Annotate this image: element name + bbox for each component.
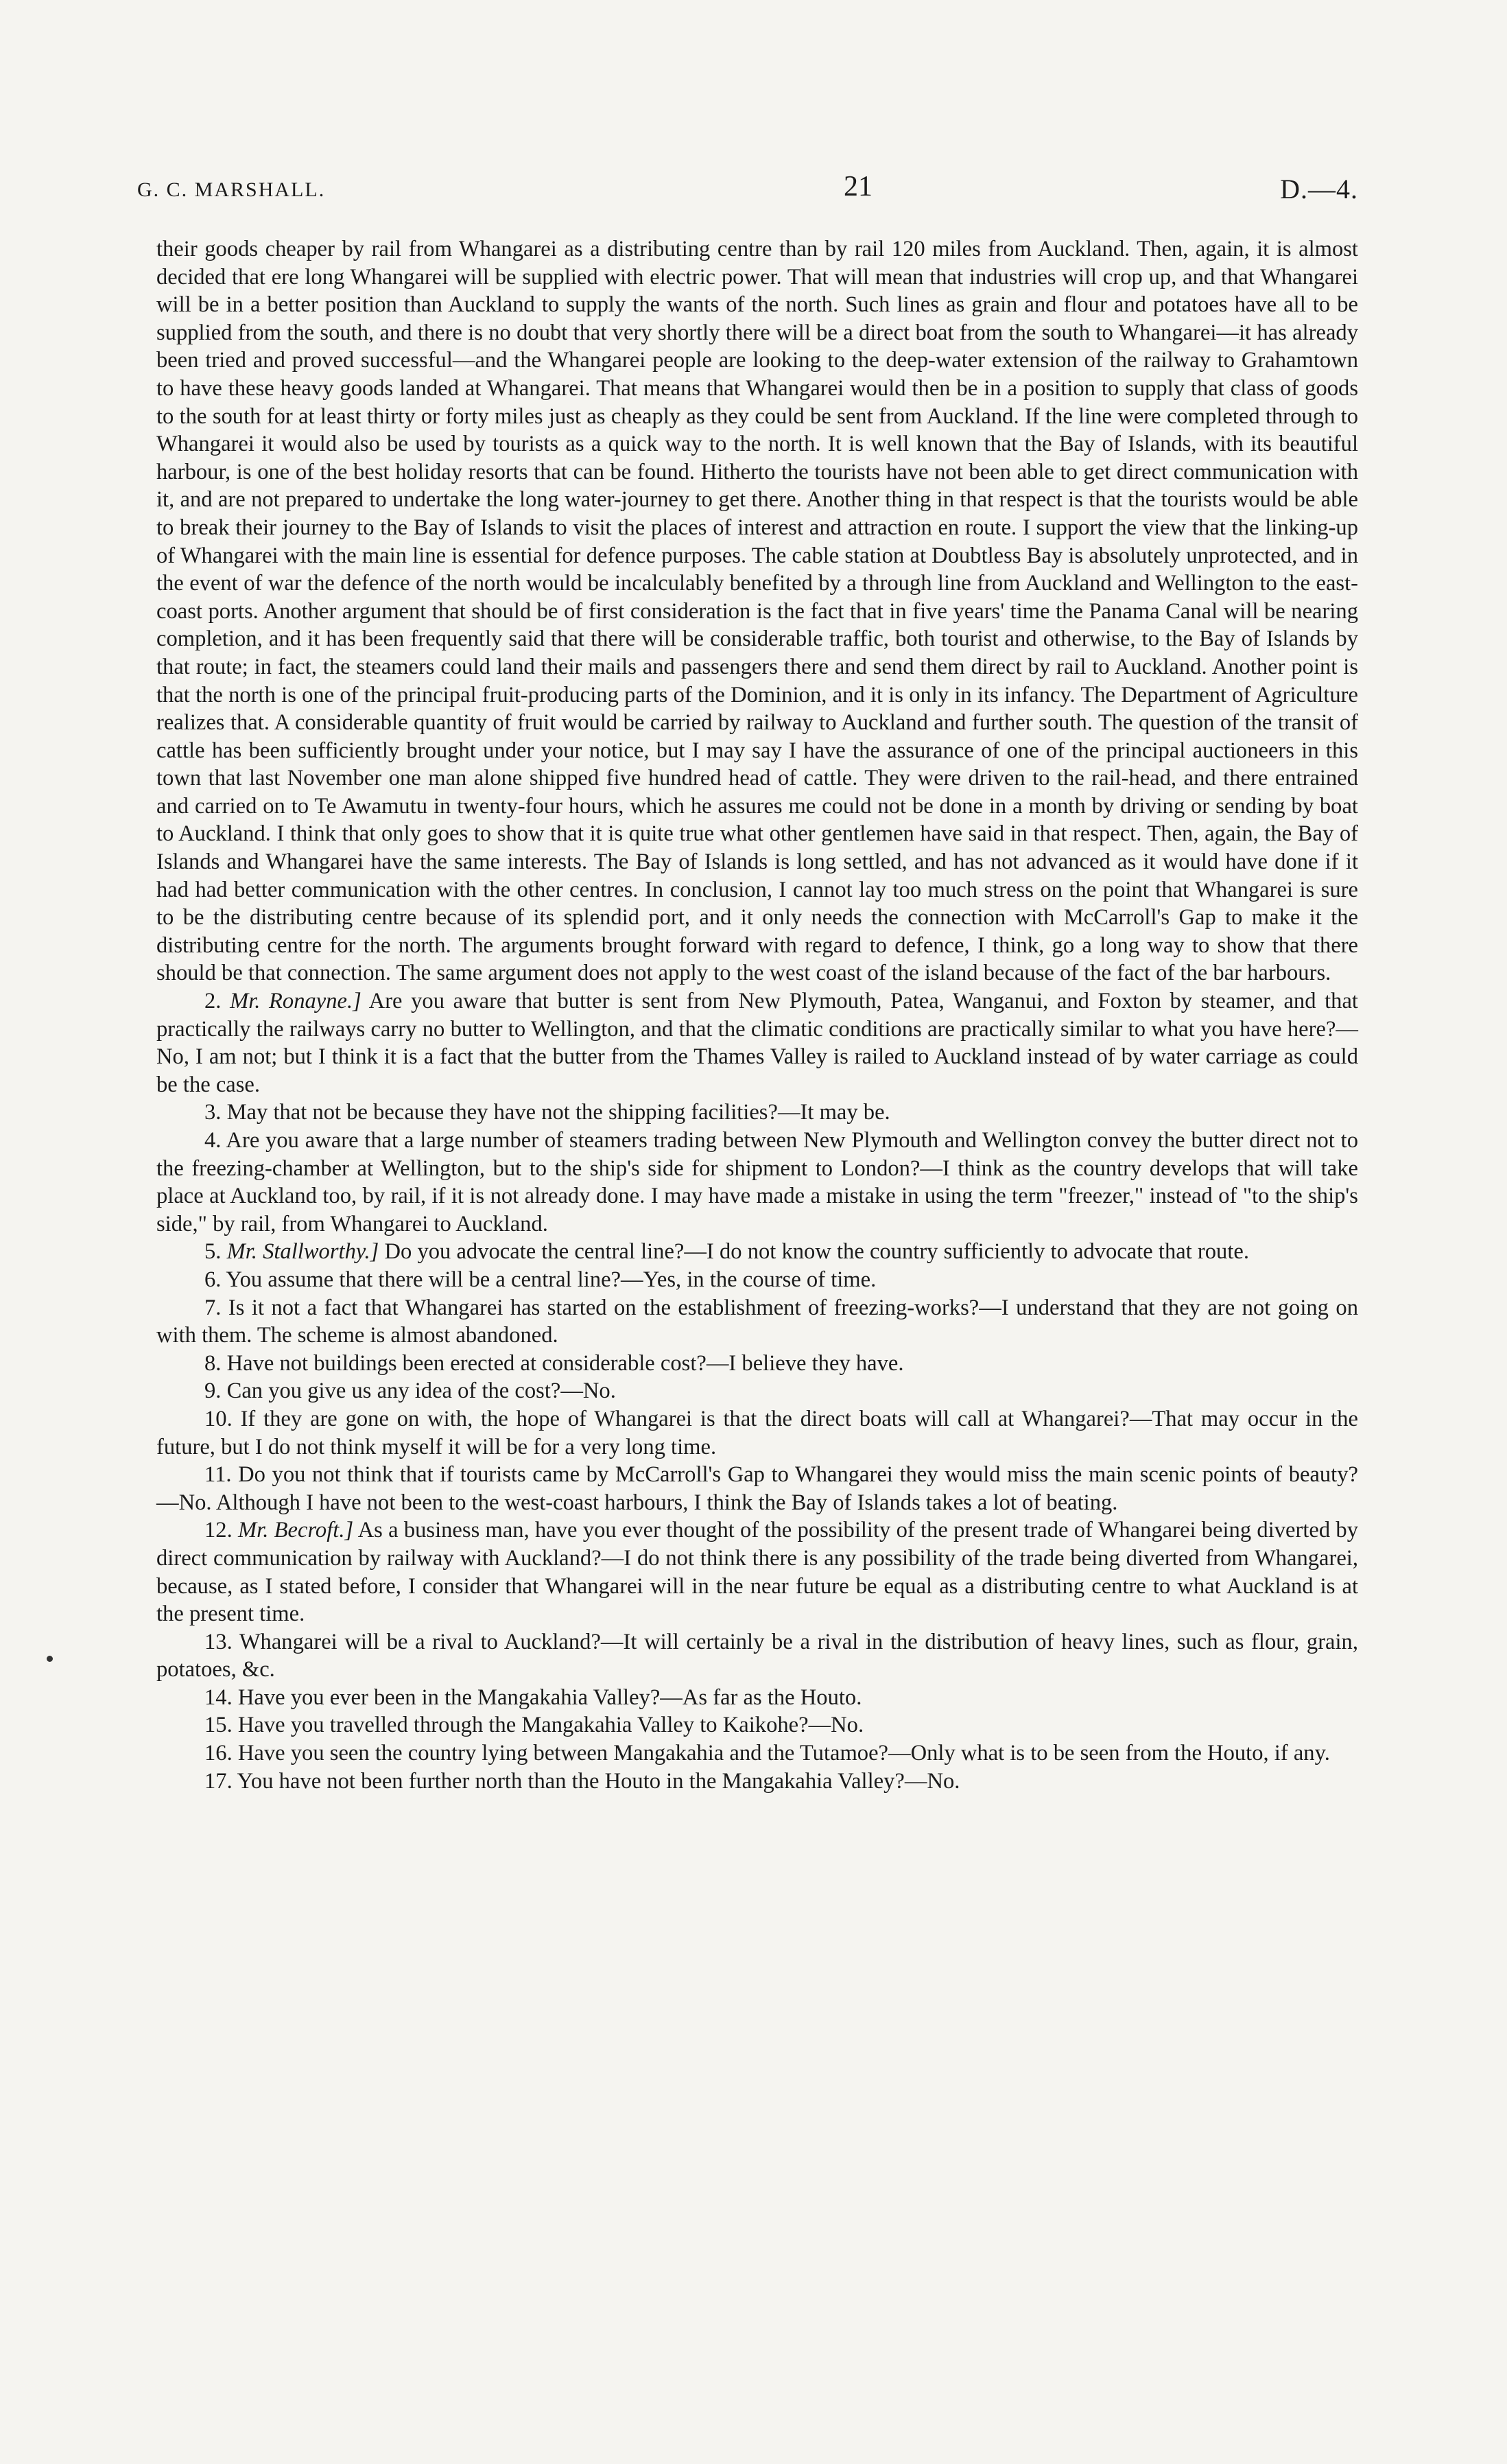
question-text: Is it not a fact that Whangarei has started on the establishment of freezing-works?—I understand that they are not going on with them. The scheme is almost abandoned. (156, 1295, 1358, 1348)
question-text: You assume that there will be a central line?—Yes, in the course of time. (226, 1267, 877, 1292)
question-9 (156, 1377, 1358, 1405)
speaker-label: Mr. Becroft.] (238, 1518, 354, 1543)
question-text: Whangarei will be a rival to Auckland?—It will certainly be a rival in the distribution of heavy lines, such as flour, grain, potatoes, &c. (156, 1629, 1358, 1682)
question-text: Have not buildings been erected at considerable cost?—I believe they have. (226, 1350, 904, 1376)
speaker-label: Mr. Ronayne.] (230, 989, 361, 1014)
question-text: Have you ever been in the Mangakahia Valley?—As far as the Houto. (237, 1685, 862, 1710)
question-number: 6. (204, 1267, 222, 1292)
document-reference: D.—4. (1280, 174, 1358, 204)
question-13 (156, 1628, 1358, 1684)
question-text: Are you aware that a large number of steamers trading between New Plymouth and Wellington convey the butter direct not to the freezing-chamber at Wellington, but to the ship's side for shipment to London?—I think as the country develops that will take place at Auckland too, by rail, if it is not already done. I may have made a mistake in using the term "freezer," instead of "to the ship's side," by rail, from Whangarei to Auckland. (156, 1128, 1358, 1236)
question-text: You have not been further north than the Houto in the Mangakahia Valley?—No. (237, 1768, 960, 1794)
question-6 (156, 1266, 1358, 1294)
question-number: 17. (204, 1768, 233, 1794)
question-14 (156, 1684, 1358, 1712)
question-text: If they are gone on with, the hope of Whangarei is that the direct boats will call at Whangarei?—That may occur in the future, but I do not think myself it will be for a very long time. (156, 1406, 1358, 1459)
question-16 (156, 1739, 1358, 1768)
question-number: 2. (204, 989, 222, 1014)
question-4 (156, 1127, 1358, 1238)
page-header (137, 170, 1358, 211)
speaker-label: Mr. Stallworthy.] (226, 1239, 379, 1265)
margin-mark (47, 1656, 53, 1662)
question-number: 3. (204, 1100, 222, 1125)
question-5 (156, 1238, 1358, 1266)
question-number: 5. (204, 1239, 222, 1265)
question-15 (156, 1711, 1358, 1739)
question-text: Are you aware that butter is sent from New Plymouth, Patea, Wanganui, and Foxton by steamer, and that practically the railways carry no butter to Wellington, and that the climatic conditions are practically similar to what you have here?—No, I am not; but I think it is a fact that the butter from the Thames Valley is railed to Auckland instead of by water carriage as could be the case. (156, 989, 1358, 1097)
question-11 (156, 1461, 1358, 1516)
question-number: 9. (204, 1378, 222, 1404)
question-text: Can you give us any idea of the cost?—No. (226, 1378, 616, 1404)
question-3 (156, 1099, 1358, 1127)
question-number: 8. (204, 1350, 222, 1376)
question-number: 13. (204, 1629, 233, 1654)
question-number: 16. (204, 1741, 233, 1766)
opening-paragraph: their goods cheaper by rail from Whangarei as a distributing centre than by rail 120 miles from Auckland. Then, again, it is almost decided that ere long Whangarei will be supplied with electric power. That will mean that industries will crop up, and that Whangarei will be in a better position than Auckland to supply the wants of the north. Such lines as grain and flour and potatoes have all to be supplied from the south, and there is no doubt that very shortly there will be a direct boat from the south to Whangarei—it has already been tried and proved successful—and the Whangarei people are looking to the deep-water extension of the railway to Grahamtown to have these heavy goods landed at Whangarei. That means that Whangarei would then be in a position to supply that class of goods to the south for at least thirty or forty miles just as cheaply as they could be sent from Auckland. If the line were completed through to Whangarei it would also be used by tourists as a quick way to the north. It is well known that the Bay of Islands, with its beautiful harbour, is one of the best holiday resorts that can be found. Hitherto the tourists have not been able to get direct communication with it, and are not prepared to undertake the long water-journey to get there. Another thing in that respect is that the tourists would be able to break their journey to the Bay of Islands to visit the places of interest and attraction en route. I support the view that the linking-up of Whangarei with the main line is essential for defence purposes. The cable station at Doubtless Bay is absolutely unprotected, and in the event of war the defence of the north would be incalculably benefited by a through line from Auckland and Wellington to the east-coast ports. Another argument that should be of first consideration is the fact that in five years' time the Panama Canal will be nearing completion, and it has been frequently said that there will be considerable traffic, both tourist and otherwise, to the Bay of Islands by that route; in fact, the steamers could land their mails and passengers there and send them direct by rail to Auckland. Another point is that the north is one of the principal fruit-producing parts of the Dominion, and it is only in its infancy. The Department of Agriculture realizes that. A considerable quantity of fruit would be carried by railway to Auckland and further south. The question of the transit of cattle has been sufficiently brought under your notice, but I may say I have the assurance of one of the principal auctioneers in this town that last November one man alone shipped five hundred head of cattle. They were driven to the rail-head, and there entrained and carried on to Te Awamutu in twenty-four hours, which he assures me could not be done in a month by driving or sending by boat to Auckland. I think that only goes to show that it is quite true what other gentlemen have said in that respect. Then, again, the Bay of Islands and Whangarei have the same interests. The Bay of Islands is long settled, and has not advanced as it would have done if it had had better communication with the other centres. In conclusion, I cannot lay too much stress on the point that Whangarei is sure to be the distributing centre because of its splendid port, and it only needs the connection with McCarroll's Gap to make it the distributing centre for the north. The arguments brought forward with regard to defence, I think, go a long way to show that there should be that connection. The same argument does not apply to the west coast of the island because of the fact of the bar harbours. (156, 237, 1358, 986)
question-text: Have you seen the country lying between Mangakahia and the Tutamoe?—Only what is to be seen from the Houto, if any. (237, 1741, 1330, 1766)
question-number: 7. (204, 1295, 222, 1320)
question-2 (156, 987, 1358, 1099)
question-number: 11. (204, 1462, 232, 1488)
question-text: May that not be because they have not the shipping facilities?—It may be. (226, 1100, 890, 1125)
question-text: Do you not think that if tourists came by McCarroll's Gap to Whangarei they would miss the main scenic points of beauty?—No. Although I have not been to the west-coast harbours, I think the Bay of Islands takes a lot of beating. (156, 1462, 1358, 1515)
question-number: 12. (204, 1518, 233, 1543)
question-text: Do you advocate the central line?—I do not know the country sufficiently to advocate that route. (384, 1239, 1249, 1265)
page-number: 21 (844, 171, 873, 202)
question-8 (156, 1350, 1358, 1378)
question-number: 4. (204, 1128, 222, 1153)
question-number: 14. (204, 1685, 233, 1710)
question-10 (156, 1405, 1358, 1461)
witness-name: G. C. MARSHALL. (137, 178, 326, 201)
question-text: As a business man, have you ever thought of the possibility of the present trade of Whangarei being diverted by direct communication by railway with Auckland?—I do not think there is any possibility of the trade being diverted from Whangarei, because, as I stated before, I consider that Whangarei will in the near future be equal as a distributing centre to what Auckland is at the present time. (156, 1518, 1358, 1627)
question-7 (156, 1294, 1358, 1350)
question-text: Have you travelled through the Mangakahia Valley to Kaikohe?—No. (237, 1713, 864, 1738)
question-number: 15. (204, 1713, 233, 1738)
question-17 (156, 1768, 1358, 1796)
question-number: 10. (204, 1406, 233, 1431)
evidence-body (156, 235, 1358, 1795)
question-12 (156, 1516, 1358, 1628)
